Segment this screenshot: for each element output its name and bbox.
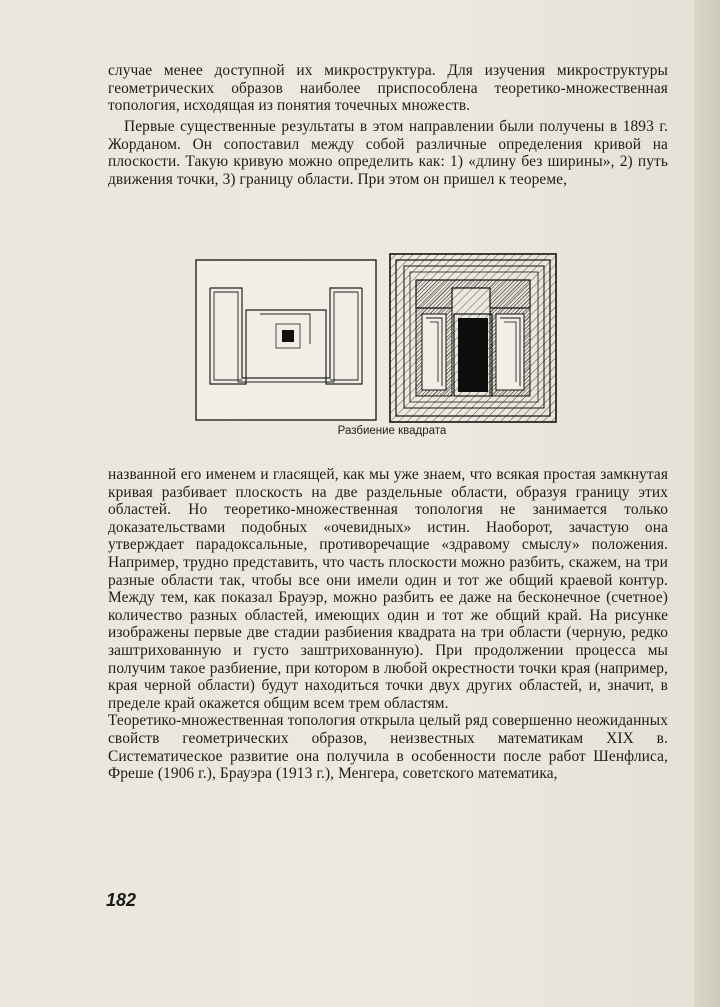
square-partition-figure [190,248,562,444]
figure-drawing [190,248,562,444]
page-number: 182 [106,890,137,910]
paragraph-3: названной его именем и гласящей, как мы уже знаем, что всякая простая замкнутая кривая разбивает плоскость на две раздельные области, образуя границу этих областей. Но теоретико-множественная топология не занимается только доказательствами подобных «очевидных» истин. Наоборот, зачастую она утверждает парадоксальные, противоречащие «здравому смыслу» положения. Например, трудно представить, что часть плоскости можно разбить, скажем, на три разные области так, чтобы все они имели один и тот же общий краевой контур. Между тем, как показал Брауэр, можно разбить ее даже на бесконечное (счетное) количество разных областей, имеющих один и тот же общий край. На рисунке изображены первые две стадии разбиения квадрата на три области (черную, редко заштрихованную и густо заштрихованную). При продолжении процесса мы получим такое разбиение, при котором в любой окрестности точки края (например, края черной области) будут находиться точки двух других областей, и, значит, в пределе край окажется общим всем трем областям. Теоретико-множественная топология открыла целый ряд совершенно неожиданных свойств геометрических образов, неизвестных математикам XIX в. Систематическое развитие она получила в особенности после работ Шенфлиса, Фреше (1906 г.), Брауэра (1913 г.), Менгера, советского математика, [108,466,668,783]
page-edge-shadow [694,0,720,1007]
figure-caption: Разбиение квадрата [337,425,447,437]
paragraph-2: Первые существенные результаты в этом направлении были получены в 1893 г. Жорданом. Он сопоставил между собой различные определения кривой на плоскости. Такую кривую можно определить как: 1) «длину без ширины», 2) путь движения точки, 3) границу области. При этом он пришел к теореме, [108,118,668,188]
stage-one-diagram [196,260,376,420]
paragraph-1: случае менее доступной их микроструктура. Для изучения микроструктуры геометрических образов наиболее приспособлена теоретико-множественная топология, исходящая из понятия точечных множеств. [108,62,668,115]
stage-two-diagram [390,254,556,422]
